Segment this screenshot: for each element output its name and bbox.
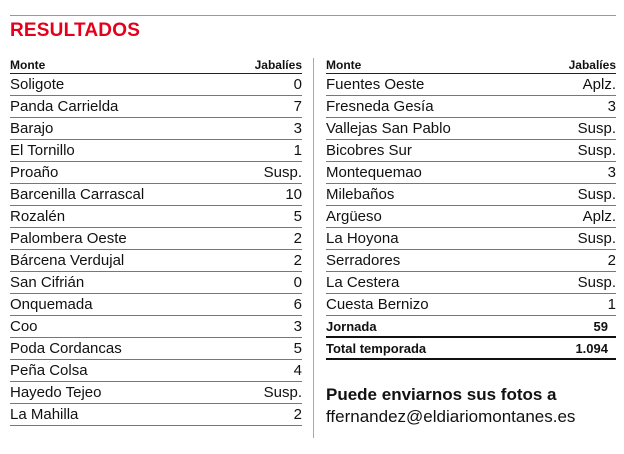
header-monte: Monte — [326, 58, 362, 72]
monte-name: Peña Colsa — [10, 362, 88, 379]
monte-name: Cuesta Bernizo — [326, 296, 429, 313]
table-row — [10, 360, 302, 382]
results-table-left — [10, 55, 302, 426]
jabalies-value: Susp. — [577, 186, 616, 203]
table-row — [10, 206, 302, 228]
jabalies-value: 5 — [293, 340, 302, 357]
total-row — [326, 316, 616, 338]
monte-name: Jornada — [326, 318, 377, 334]
header-jabalies: Jabalíes — [254, 58, 302, 72]
table-row — [326, 184, 616, 206]
monte-name: Soligote — [10, 76, 65, 93]
page-title: RESULTADOS — [10, 20, 141, 41]
table-row — [10, 140, 302, 162]
monte-name: Milebaños — [326, 186, 395, 203]
table-row — [326, 96, 616, 118]
jabalies-value: 59 — [593, 318, 608, 334]
table-header — [326, 55, 616, 74]
monte-name: La Cestera — [326, 274, 400, 291]
monte-name: Montequemao — [326, 164, 422, 181]
monte-name: Barajo — [10, 120, 54, 137]
jabalies-value: Susp. — [577, 142, 616, 159]
table-row — [326, 206, 616, 228]
jabalies-value: 1 — [293, 142, 302, 159]
monte-name: Coo — [10, 318, 38, 335]
monte-name: San Cifrián — [10, 274, 85, 291]
totals — [326, 316, 616, 360]
monte-name: Fuentes Oeste — [326, 76, 425, 93]
table-row — [326, 140, 616, 162]
monte-name: Rozalén — [10, 208, 66, 225]
monte-name: Barcenilla Carrascal — [10, 186, 145, 203]
jabalies-value: 4 — [293, 362, 302, 379]
table-row — [326, 74, 616, 96]
jabalies-value: Susp. — [577, 230, 616, 247]
jabalies-value: 7 — [293, 98, 302, 115]
table-row — [326, 250, 616, 272]
contact-email[interactable]: ffernandez@eldiariomontanes.es — [326, 407, 576, 426]
jabalies-value: Susp. — [577, 120, 616, 137]
monte-name: Argüeso — [326, 208, 382, 225]
jabalies-value: Susp. — [263, 384, 302, 401]
monte-name: Proaño — [10, 164, 59, 181]
table-row — [326, 118, 616, 140]
monte-name: Palombera Oeste — [10, 230, 127, 247]
monte-name: Bicobres Sur — [326, 142, 412, 159]
table-row — [326, 294, 616, 316]
header-jabalies: Jabalíes — [568, 58, 616, 72]
contact-text: Puede enviarnos sus fotos a — [326, 385, 557, 404]
jabalies-value: 1.094 — [575, 340, 608, 356]
top-rule — [10, 15, 616, 16]
table-row — [10, 118, 302, 140]
header-monte: Monte — [10, 58, 46, 72]
monte-name: Bárcena Verdujal — [10, 252, 125, 269]
jabalies-value: 2 — [293, 252, 302, 269]
table-row — [10, 74, 302, 96]
monte-name: Hayedo Tejeo — [10, 384, 102, 401]
table-row — [10, 382, 302, 404]
monte-name: Total temporada — [326, 340, 427, 356]
table-row — [10, 250, 302, 272]
monte-name: La Hoyona — [326, 230, 399, 247]
jabalies-value: 3 — [607, 164, 616, 181]
monte-name: El Tornillo — [10, 142, 75, 159]
table-row — [10, 162, 302, 184]
total-row — [326, 338, 616, 360]
jabalies-value: 3 — [607, 98, 616, 115]
jabalies-value: 0 — [293, 274, 302, 291]
jabalies-value: Aplz. — [582, 76, 616, 93]
contact-block — [326, 384, 575, 428]
jabalies-value: 3 — [293, 120, 302, 137]
monte-name: La Mahilla — [10, 406, 79, 423]
monte-name: Fresneda Gesía — [326, 98, 434, 115]
monte-name: Onquemada — [10, 296, 93, 313]
table-row — [10, 228, 302, 250]
jabalies-value: Aplz. — [582, 208, 616, 225]
jabalies-value: 1 — [607, 296, 616, 313]
monte-name: Vallejas San Pablo — [326, 120, 451, 137]
jabalies-value: 0 — [293, 76, 302, 93]
monte-name: Serradores — [326, 252, 401, 269]
table-body — [326, 74, 616, 316]
table-row — [326, 162, 616, 184]
monte-name: Poda Cordancas — [10, 340, 122, 357]
table-row — [10, 96, 302, 118]
table-body — [10, 74, 302, 426]
column-divider — [313, 58, 314, 438]
table-row — [10, 184, 302, 206]
table-row — [326, 228, 616, 250]
monte-name: Panda Carrielda — [10, 98, 119, 115]
jabalies-value: 2 — [607, 252, 616, 269]
table-row — [10, 338, 302, 360]
jabalies-value: 3 — [293, 318, 302, 335]
jabalies-value: 2 — [293, 230, 302, 247]
table-row — [10, 294, 302, 316]
jabalies-value: Susp. — [263, 164, 302, 181]
table-row — [10, 316, 302, 338]
jabalies-value: 2 — [293, 406, 302, 423]
jabalies-value: 5 — [293, 208, 302, 225]
jabalies-value: 6 — [293, 296, 302, 313]
jabalies-value: Susp. — [577, 274, 616, 291]
jabalies-value: 10 — [285, 186, 302, 203]
table-row — [326, 272, 616, 294]
results-table-right — [326, 55, 616, 360]
table-row — [10, 272, 302, 294]
table-row — [10, 404, 302, 426]
table-header — [10, 55, 302, 74]
